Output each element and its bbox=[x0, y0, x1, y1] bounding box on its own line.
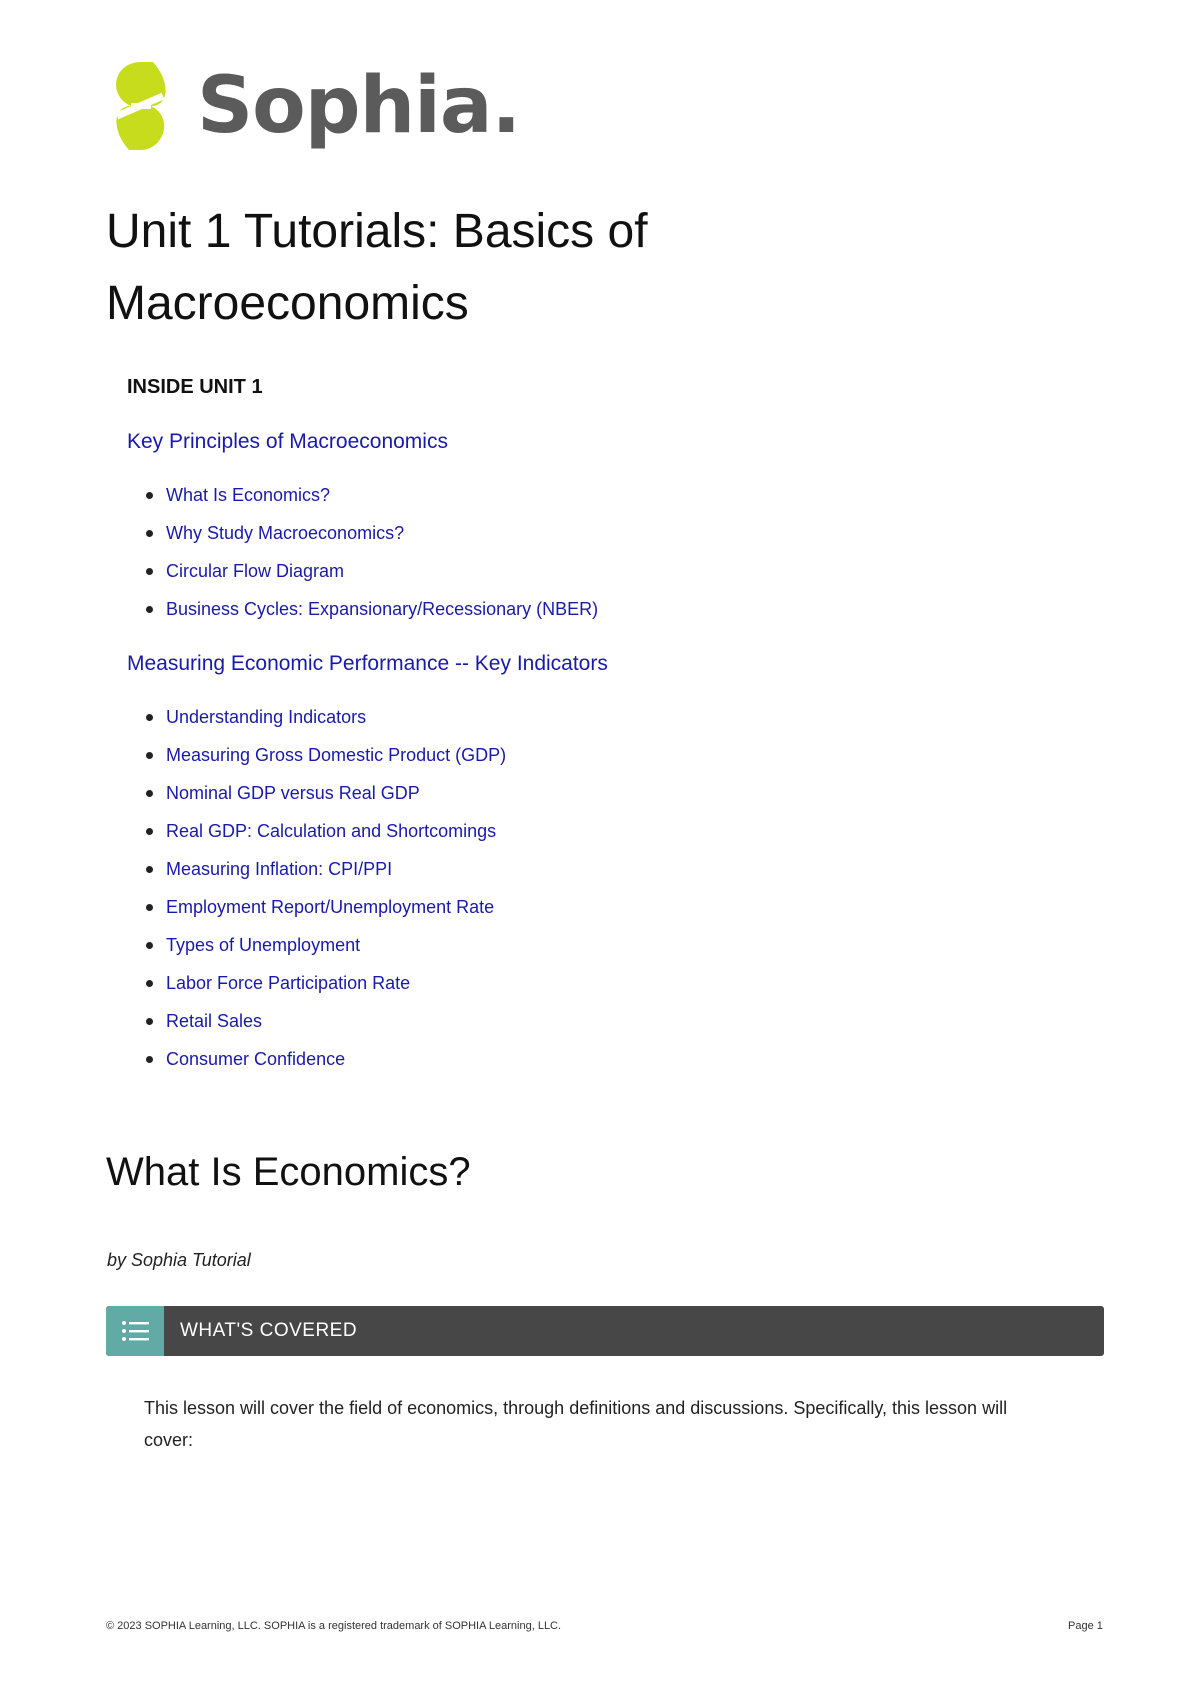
section-heading-key-principles[interactable]: Key Principles of Macroeconomics bbox=[127, 430, 448, 453]
page-title: Unit 1 Tutorials: Basics of Macroeconomics bbox=[106, 205, 648, 330]
link-employment-report[interactable]: Employment Report/Unemployment Rate bbox=[146, 888, 506, 926]
key-principles-list bbox=[146, 476, 598, 628]
link-real-gdp-calculation[interactable]: Real GDP: Calculation and Shortcomings bbox=[146, 812, 506, 850]
footer-copyright: © 2023 SOPHIA Learning, LLC. SOPHIA is a registered trademark of SOPHIA Learning, LLC. bbox=[106, 1620, 562, 1632]
link-why-study-macroeconomics[interactable]: Why Study Macroeconomics? bbox=[146, 514, 598, 552]
inside-unit-label: INSIDE UNIT 1 bbox=[127, 376, 263, 398]
link-consumer-confidence[interactable]: Consumer Confidence bbox=[146, 1040, 506, 1078]
link-nominal-vs-real-gdp[interactable]: Nominal GDP versus Real GDP bbox=[146, 774, 506, 812]
logo-wordmark: Sophia. bbox=[197, 61, 521, 151]
link-types-of-unemployment[interactable]: Types of Unemployment bbox=[146, 926, 506, 964]
footer-page-number: Page 1 bbox=[1068, 1620, 1103, 1632]
section-heading-measuring-performance[interactable]: Measuring Economic Performance -- Key Indicators bbox=[127, 652, 608, 675]
list-icon bbox=[106, 1306, 164, 1356]
link-business-cycles[interactable]: Business Cycles: Expansionary/Recessionary (NBER) bbox=[146, 590, 598, 628]
lesson-title: What Is Economics? bbox=[106, 1150, 471, 1194]
sophia-logo bbox=[105, 56, 520, 156]
whats-covered-label: WHAT'S COVERED bbox=[180, 1320, 358, 1341]
measuring-performance-list bbox=[146, 698, 506, 1078]
link-measuring-inflation[interactable]: Measuring Inflation: CPI/PPI bbox=[146, 850, 506, 888]
link-what-is-economics[interactable]: What Is Economics? bbox=[146, 476, 598, 514]
lesson-intro: This lesson will cover the field of economics, through definitions and discussions. Specifically, this lesson will cover: bbox=[144, 1398, 1008, 1450]
link-circular-flow-diagram[interactable]: Circular Flow Diagram bbox=[146, 552, 598, 590]
link-measuring-gdp[interactable]: Measuring Gross Domestic Product (GDP) bbox=[146, 736, 506, 774]
lesson-byline: by Sophia Tutorial bbox=[107, 1250, 251, 1270]
whats-covered-bar bbox=[106, 1306, 1104, 1356]
link-retail-sales[interactable]: Retail Sales bbox=[146, 1002, 506, 1040]
link-understanding-indicators[interactable]: Understanding Indicators bbox=[146, 698, 506, 736]
sophia-logo-icon bbox=[105, 56, 177, 156]
link-labor-force-participation[interactable]: Labor Force Participation Rate bbox=[146, 964, 506, 1002]
